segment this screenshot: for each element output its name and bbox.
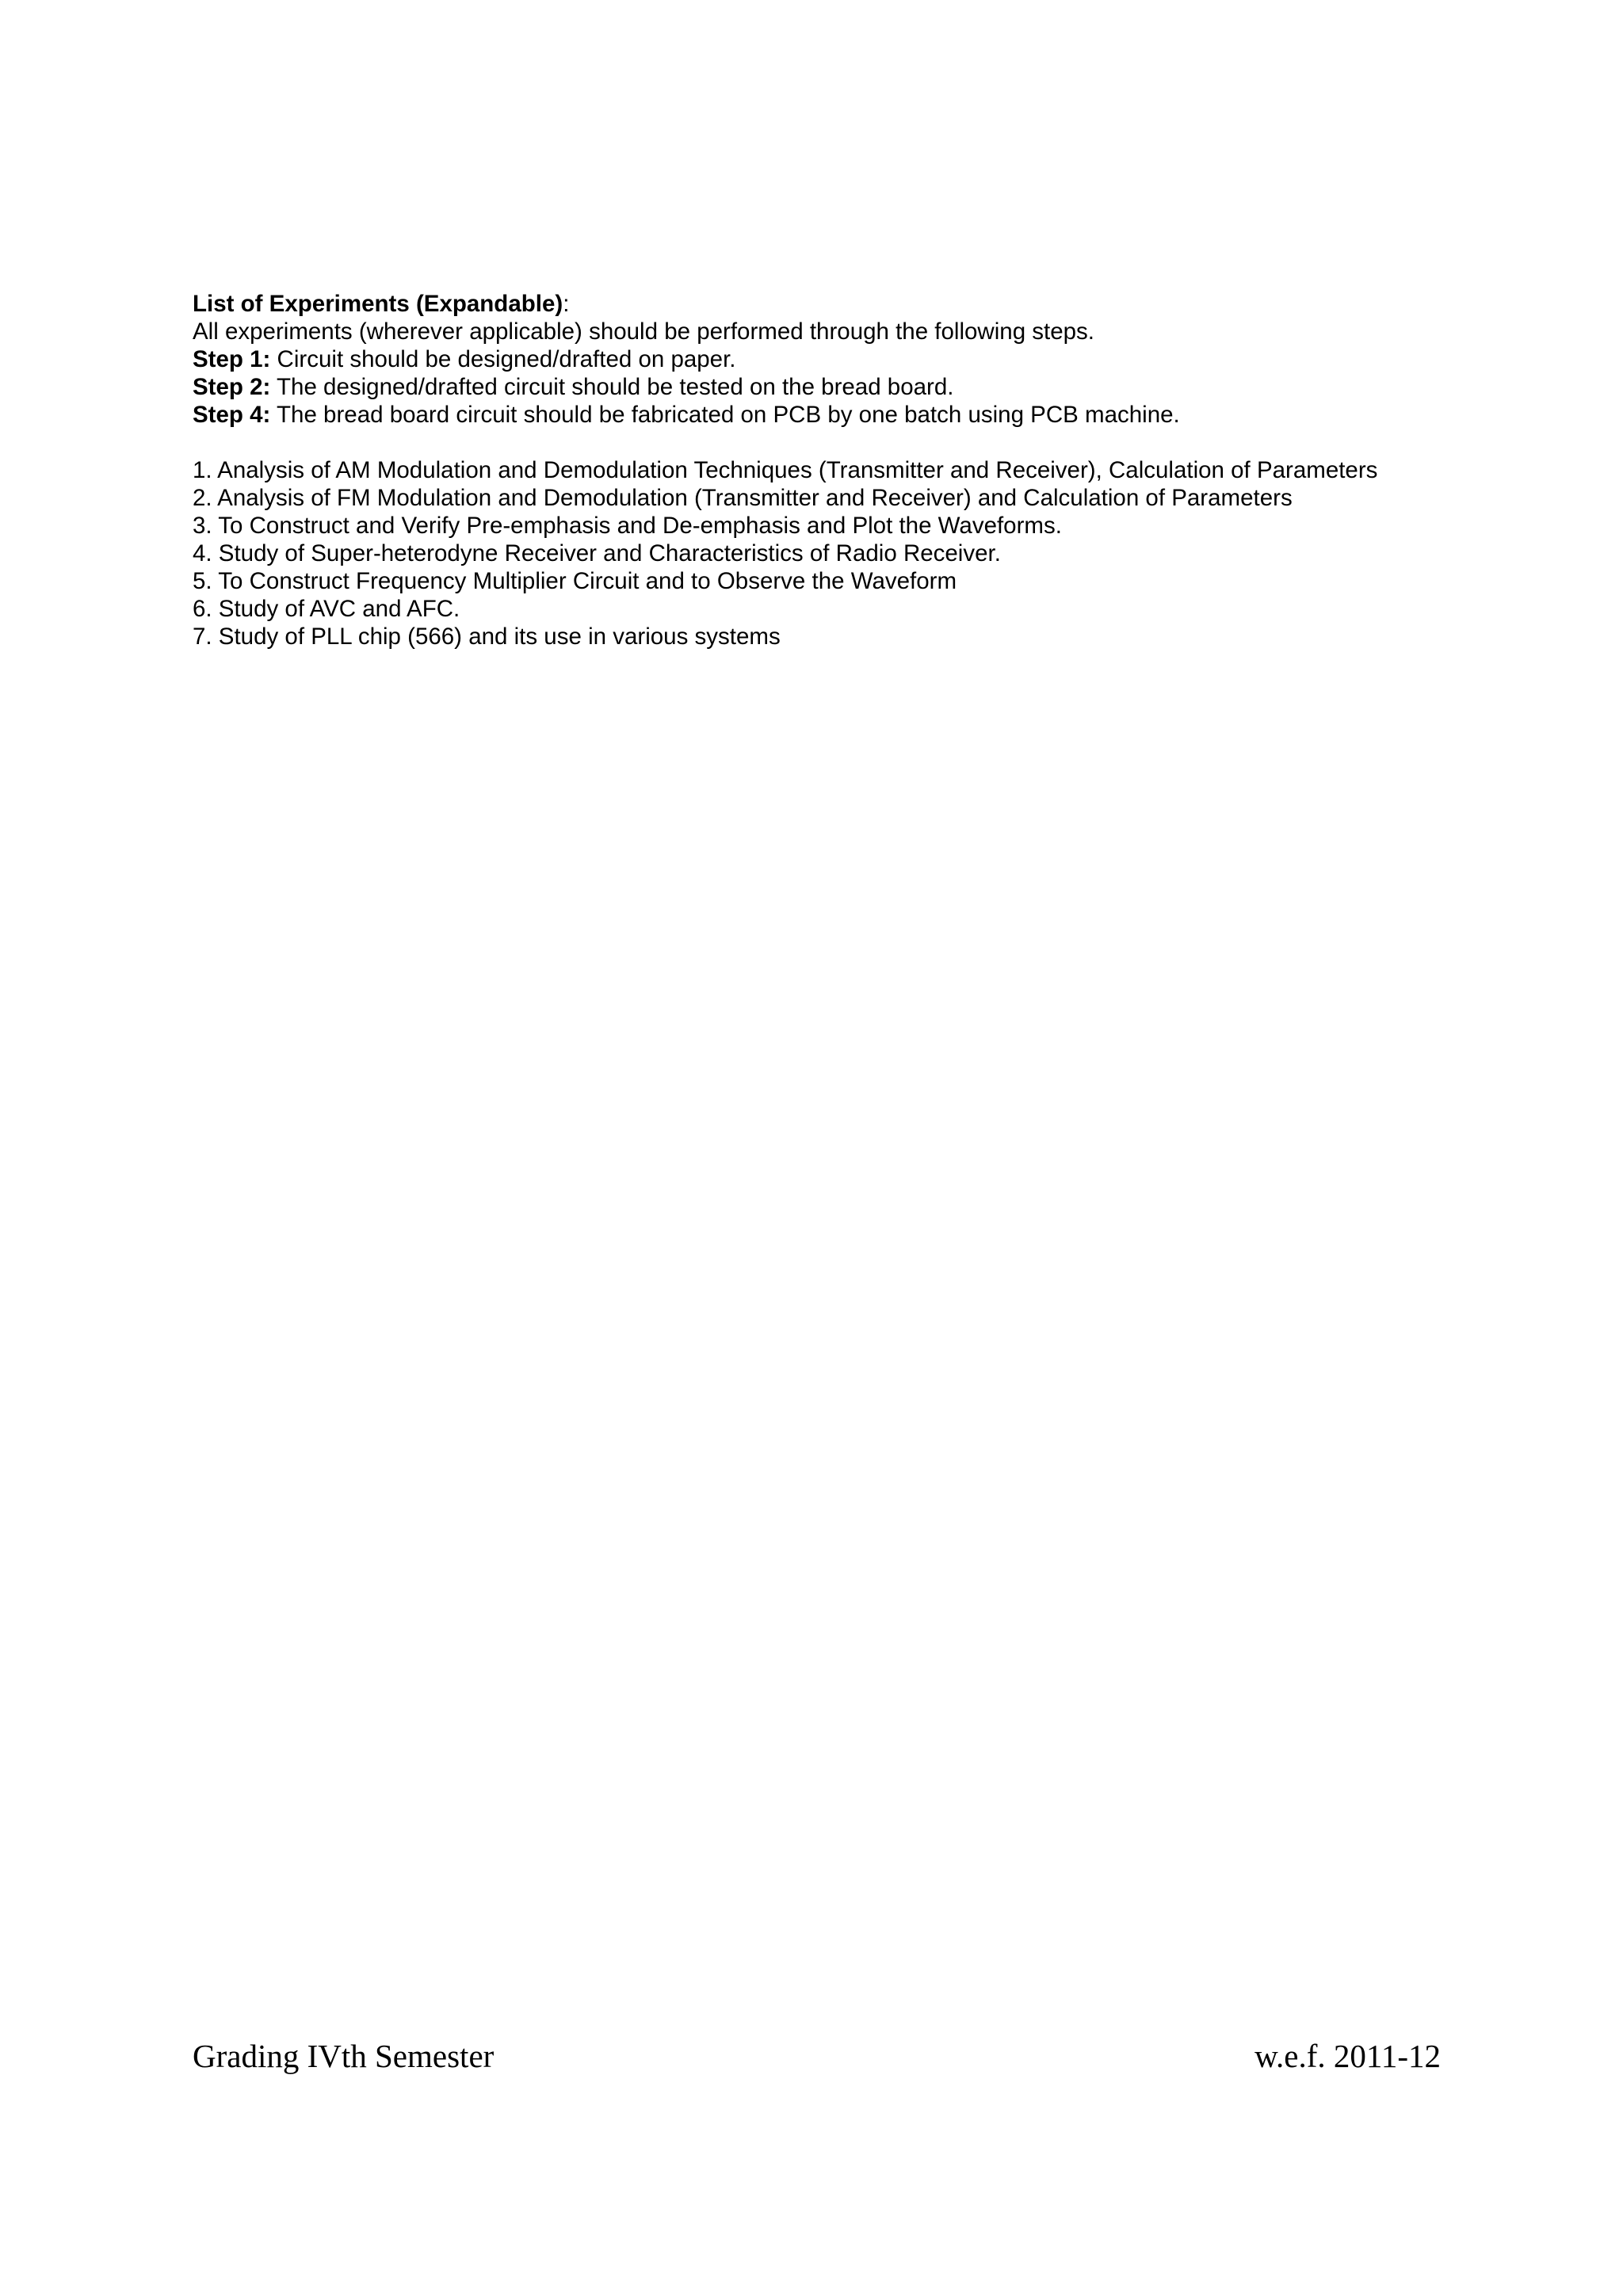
experiment-item: 7. Study of PLL chip (566) and its use in various systems	[193, 624, 781, 650]
footer-effective-date: w.e.f. 2011-12	[1254, 2038, 1441, 2074]
step-item	[193, 401, 1492, 429]
step-item	[193, 345, 1492, 373]
step-text: The bread board circuit should be fabricated on PCB by one batch using PCB machine.	[270, 402, 1180, 428]
step-label: Step 4:	[193, 402, 271, 428]
step-label: Step 2:	[193, 374, 271, 400]
experiment-item: 5. To Construct Frequency Multiplier Circuit and to Observe the Waveform	[193, 568, 957, 594]
experiment-item: 4. Study of Super-heterodyne Receiver and Characteristics of Radio Receiver.	[193, 540, 1001, 566]
experiment-item: 6. Study of AVC and AFC.	[193, 596, 460, 622]
step-item	[193, 373, 1492, 401]
heading-suffix: :	[563, 291, 570, 317]
section-heading	[193, 290, 1492, 318]
step-text: Circuit should be designed/drafted on paper.	[270, 346, 736, 372]
experiment-list	[193, 456, 1492, 650]
experiment-item: 1. Analysis of AM Modulation and Demodulation Techniques (Transmitter and Receiver), Calculation of Parameters	[193, 457, 1378, 483]
spacer	[193, 429, 1492, 456]
intro-text: All experiments (wherever applicable) should be performed through the following steps.	[193, 318, 1094, 345]
footer-semester: Grading IVth Semester	[193, 2038, 495, 2074]
step-label: Step 1:	[193, 346, 271, 372]
document-body	[193, 290, 1492, 650]
experiment-item: 3. To Construct and Verify Pre-emphasis and De-emphasis and Plot the Waveforms.	[193, 513, 1062, 539]
experiment-item: 2. Analysis of FM Modulation and Demodulation (Transmitter and Receiver) and Calculation of Parameters	[193, 485, 1293, 511]
step-text: The designed/drafted circuit should be tested on the bread board.	[270, 374, 954, 400]
heading-label: List of Experiments (Expandable)	[193, 291, 563, 317]
